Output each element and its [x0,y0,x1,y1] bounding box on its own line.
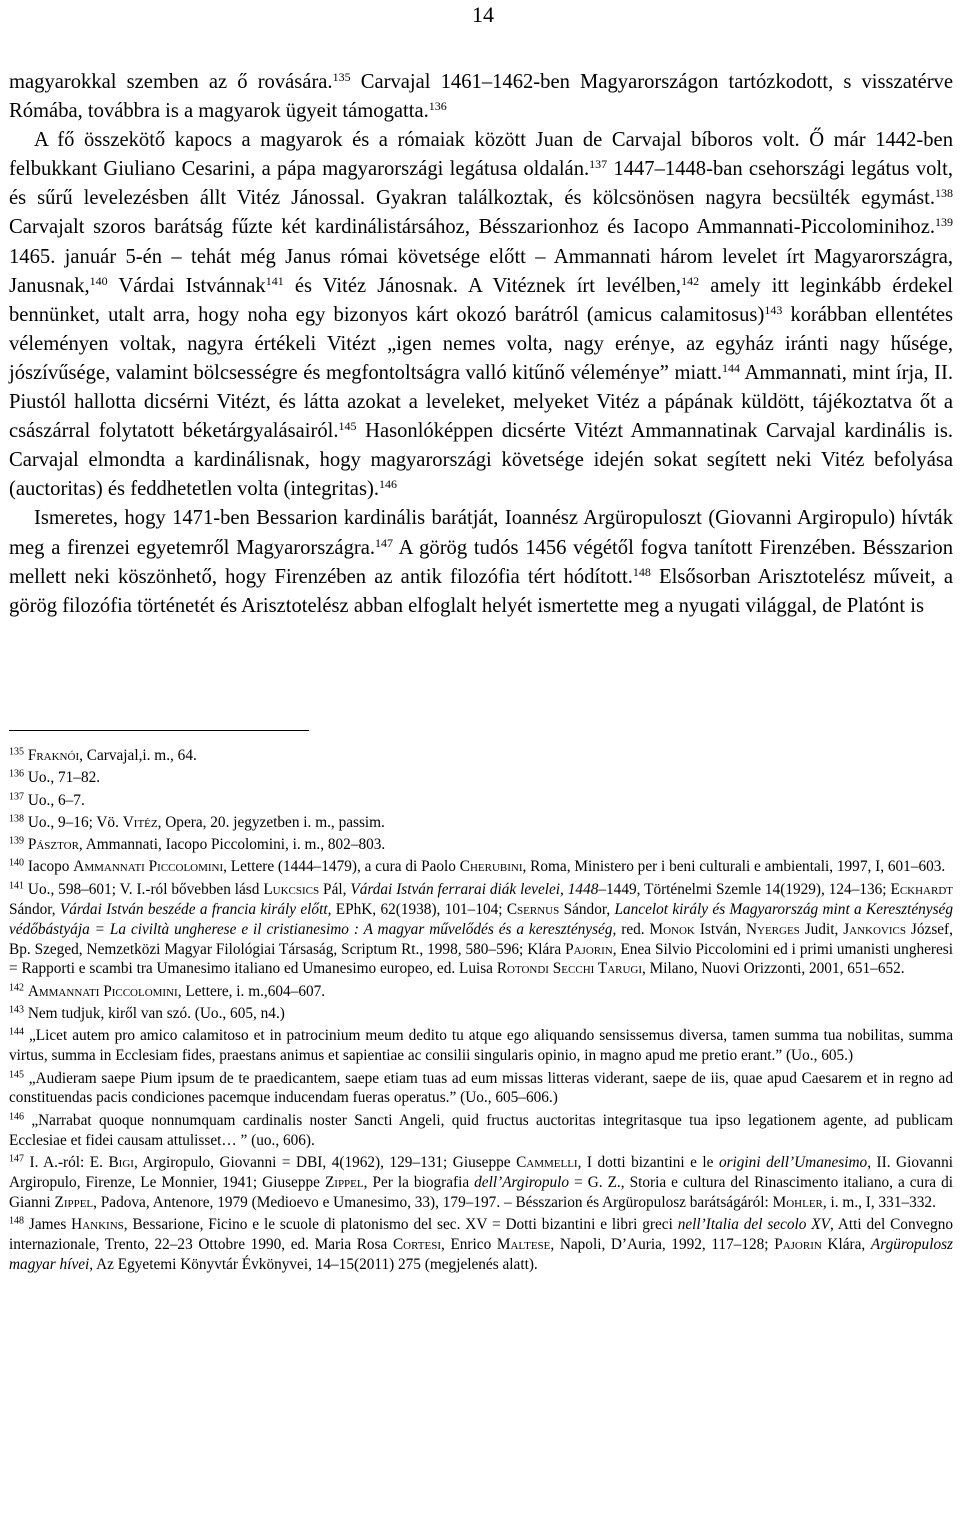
author-name: Eckhardt [890,880,953,898]
footnote-number: 138 [9,813,24,825]
footnote-ref[interactable]: 135 [332,69,351,84]
footnote-ref[interactable]: 145 [338,418,357,433]
text-run: Elsősorban Arisztotelész műveit, a görög filozófia történetét és Arisztotelész abban elfoglalt helyét ismertette meg a nyugati világgal, de Platónt is [9,565,953,617]
text-run: Judit, [799,920,844,938]
footnote-separator [9,730,309,731]
text-run: Sándor, [559,900,615,918]
text-run: Uo., 9–16; Vö. [27,813,123,831]
text-run: Várdai Istvánnak [107,274,266,297]
paragraph-2 [9,126,953,504]
text-run: Az Egyetemi Könyvtár Évkönyvei, 14–15(2011) 275 (megjelenés alatt). [93,1255,538,1273]
author-name: Maltese [496,1235,551,1253]
text-run: korábban ellentétes véleményen voltak, nagyra értékeli Vitézt „igen nemes volta, nagy erénye, az egyház iránti nagy hűsége, jószívűsége, valamint bölcsességre és megfontoltságra valló kitűnő véleménye” miatt. [9,303,953,384]
text-run: James [28,1216,72,1234]
author-name: Pajorin [565,940,613,958]
text-run: , Bessarione, Ficino e le scuole di platonismo del sec. XV = Dotti bizantini e libri greci [123,1216,678,1234]
text-run: amely itt leginkább érdekel bennünket, utalt arra, hogy noha egy bizonyos kárt okozó barátról (amicus calamitosus) [9,274,953,326]
footnote-number: 144 [9,1026,24,1038]
footnote-number: 147 [9,1153,24,1165]
text-run: , Carvajal,i. m., 64. [79,747,197,764]
italic-title: Várdai István ferrarai diák levelei, 1448– [350,880,607,898]
footnotes [9,746,953,1277]
footnote-number: 146 [9,1111,24,1123]
footnote-ref[interactable]: 144 [722,360,741,375]
footnote-146 [9,1111,953,1151]
text-run: István, [694,920,746,938]
footnote-139 [9,835,953,855]
text-run: , II. Giovanni Argiropulo, Firenze, Le Monnier, 1941; Giuseppe [9,1153,953,1191]
text-run: magyarokkal szemben az ő rovására. [9,71,333,93]
paragraph-1 [9,68,953,126]
footnote-ref[interactable]: 140 [89,273,108,288]
text-run: , Opera, 20. jegyzetben i. m., passim. [157,813,385,831]
text-run: Uo., 598–601; V. I.-ról bővebben lásd [27,880,264,898]
text-run: , Milano, Nuovi Orizzonti, 2001, 651–652. [642,960,905,978]
author-name: Csernus [506,900,560,918]
author-name: Hankins [71,1216,124,1234]
text-run: Carvajalt szoros barátság fűzte két kardinálistársához, Bésszarionhoz és Iacopo Ammannati-Piccolominihoz. [9,216,935,239]
text-run: Ammannati, mint írja, II. Piustól hallotta dicsérni Vitézt, és látta azokat a leveleket, melyeket Vitéz a pápának küldött, tájékoztatva őt a császárral folytatott béketárgyalásairól. [9,361,953,443]
author-name: Pásztor [27,836,79,854]
footnote-ref[interactable]: 146 [378,477,397,492]
footnote-135 [9,746,953,766]
text-run: Carvajal 1461–1462-ben Magyarországon tartózkodott, s visszatérve Rómába, továbbra is a magyarok ügyeit támogatta. [9,71,953,123]
author-name: Zippel [324,1173,364,1191]
text-run: és Vitéz Jánosnak. A Vitéznek írt levélben, [283,274,682,297]
italic-title: Várdai István beszéde a francia király előtt, [59,900,332,918]
text-run: , Roma, Ministero per i beni culturali e ambientali, 1997, I, 601–603. [522,858,946,876]
author-name: Ammannati Piccolomini [27,982,178,1000]
text-run: , Atti del Convegno internazionale, Trento, 22–23 Ottobre 1990, ed. Maria Rosa [9,1216,953,1253]
italic-title: Lancelot király és Magyarország mint a Kereszténység védőbástyája = La civiltà ungherese e il cristianesimo : A magyar művelődés és a kereszténység, [9,900,953,938]
text-run: , Lettere (1444–1479), a cura di Paolo [223,858,460,876]
footnote-number: 145 [9,1069,24,1080]
footnote-147 [9,1153,953,1213]
author-name: Monok [649,920,695,938]
text-run: , i. m., I, 331–332. [822,1193,936,1211]
footnote-143 [9,1004,953,1024]
text-run: , I dotti bizantini e le [577,1153,719,1171]
italic-title: nell’Italia del secolo XV [677,1216,830,1234]
text-run: , Per la biografia [363,1173,475,1191]
text-run: , Enrico [441,1235,497,1253]
text-run: , Lettere, i. m.,604–607. [177,982,326,1000]
author-name: Mohler [772,1193,823,1211]
text-run: Nem tudjuk, kiről van szó. (Uo., 605, n4.) [27,1005,285,1022]
text-run: József, Bp. Szeged, Nemzetközi Magyar Filológiai Társaság, Scriptum Rt., 1998, 580–596; Klára [9,920,953,958]
author-name: Cherubini [459,858,523,876]
author-name: Bigi [108,1153,134,1171]
footnote-number: 136 [9,768,24,780]
text-run: Hasonlóképpen dicsérte Vitézt Ammannatinak Carvajal kardinális is. Carvajal elmondta a kardinálisnak, hogy magyarországi követsége idején sokat segített neki Vitéz befolyása (auctoritas) és feddhetetlen volta (integritas). [9,420,953,501]
text-run: , Napoli, D’Auria, 1992, 117–128; [550,1235,775,1253]
text-run: 1449, Történelmi Szemle 14(1929), 124–136; [606,880,891,898]
author-name: Fraknói [27,747,80,764]
author-name: Cortesi [392,1235,441,1253]
author-name: Cammelli [516,1153,578,1171]
text-run: Uo., 71–82. [27,769,101,787]
text-run: I. A.-ról: E. [29,1153,109,1171]
text-run: , Ammannati, Iacopo Piccolomini, i. m., 802–803. [78,836,386,854]
footnote-ref[interactable]: 142 [681,273,700,288]
italic-title: origini dell’Umanesimo [718,1153,868,1171]
footnote-136 [9,768,953,788]
text-run: Uo., 6–7. [27,791,85,809]
italic-title: dell’Argiropulo [474,1173,570,1191]
author-name: Vitéz [122,813,158,831]
footnote-137 [9,791,953,811]
text-run: Pál, [319,880,351,898]
author-name: Nyerges [745,920,800,938]
text-run: , Enea Silvio Piccolomini ed i primi umanisti ungheresi = Rapporti e scambi tra Umanesimo italiano ed Umanesimo europeo, ed. Luisa [9,940,953,978]
page-number: 14 [472,2,494,27]
text-run: A fő összekötő kapocs a magyarok és a rómaiak között Juan de Carvajal bíboros volt. Ő már 1442-ben felbukkant Giuliano Cesarini, a pápa magyarországi legátusa oldalán. [9,129,953,181]
text-run: „Licet autem pro amico calamitoso et in patrocinium meum dedito tu atque ego aliquando sensissemus diversa, tamen summa tua nobilitas, summa virtus, summa in Ecclesiam fides, praestans animus et sapientiae ac consilii singularis opinio, in magno apud me pretio erant.” (Uo., 605.) [9,1027,953,1065]
footnote-ref[interactable]: 141 [265,273,284,288]
footnote-140 [9,857,953,877]
paragraph-3 [9,504,953,620]
text-run: = G. Z., Storia e cultura del Rinascimento italiano, a cura di Gianni [9,1173,954,1211]
author-name: Zippel [54,1193,94,1211]
text-run: 1465. január 5-én – tehát még Janus római követsége előtt – Ammannati három levelet írt Magyarországra, Janusnak, [9,245,953,297]
author-name: Lukcsics [263,880,320,898]
author-name: Jankovics [843,920,906,938]
footnote-number: 139 [9,835,24,847]
author-name: Ammannati Piccolomini [73,858,224,876]
italic-title: Argüropulosz magyar hívei, [9,1235,954,1273]
footnote-ref[interactable]: 136 [428,98,447,113]
text-run: „Narrabat quoque nonnumquam cardinalis noster Sancti Angeli, quid fructus auctoritas integritasque tua ipso legationem agente, ad publicam Ecclesiae et fidei causam attulisset… ” (uo., 606). [9,1111,953,1149]
footnote-number: 143 [9,1004,24,1016]
text-run: 1447–1448-ban csehországi legátus volt, és sűrű levelezésben állt Vitéz Jánossal. Gyakran találkoztak, és kölcsönösen nagyra becsülték egymást. [9,158,954,210]
text-run: „Audieram saepe Pium ipsum de te praedicantem, saepe etiam tuas ad eum missas litteras viderant, saepe de iis, quae apud Caesarem et in regno ad constituendas pacis condiciones pacemque inducendam fueras operatus.” (Uo., 605–606.) [9,1069,953,1107]
footnote-ref[interactable]: 137 [589,157,608,172]
footnote-ref[interactable]: 147 [375,535,394,550]
text-run: , Argiropulo, Giovanni = DBI, 4(1962), 129–131; Giuseppe [133,1153,517,1171]
footnote-number: 148 [9,1215,24,1227]
footnote-145 [9,1069,953,1109]
text-run: Ismeretes, hogy 1471-ben Bessarion kardinális barátját, Ioannész Argüropuloszt (Giovanni Argiropulo) hívták meg a firenzei egyetemről Magyarországra. [9,507,953,559]
text-run: red. [616,920,650,938]
footnote-number: 137 [9,791,24,803]
text-run: Sándor, [9,900,60,918]
footnote-ref[interactable]: 138 [935,186,953,201]
main-text [9,68,953,621]
author-name: Rotondi Secchi Tarugi [496,960,643,978]
text-run: Iacopo [27,858,74,876]
text-run: Klára, [821,1235,871,1253]
text-run: , Padova, Antenore, 1979 (Medioevo e Umanesimo, 33), 179–197. – Bésszarion és Argüropulosz barátságáról: [93,1193,773,1211]
footnote-148 [9,1215,953,1275]
footnote-number: 140 [9,857,24,869]
footnote-ref[interactable]: 143 [764,302,783,317]
author-name: Pajorin [774,1235,822,1253]
footnote-number: 141 [9,880,24,892]
text-run: A görög tudós 1456 végétől fogva tanított Firenzében. Bésszarion mellett neki köszönhető, hogy Firenzében az antik filozófia tért hódított. [9,536,953,588]
footnote-144 [9,1026,953,1066]
footnote-number: 135 [9,746,24,758]
footnote-142 [9,982,953,1002]
footnote-ref[interactable]: 148 [632,564,651,579]
footnote-138 [9,813,953,833]
footnote-ref[interactable]: 139 [935,215,953,230]
footnote-141 [9,880,953,980]
text-run: EPhK, 62(1938), 101–104; [331,900,507,918]
footnote-number: 142 [9,982,24,994]
